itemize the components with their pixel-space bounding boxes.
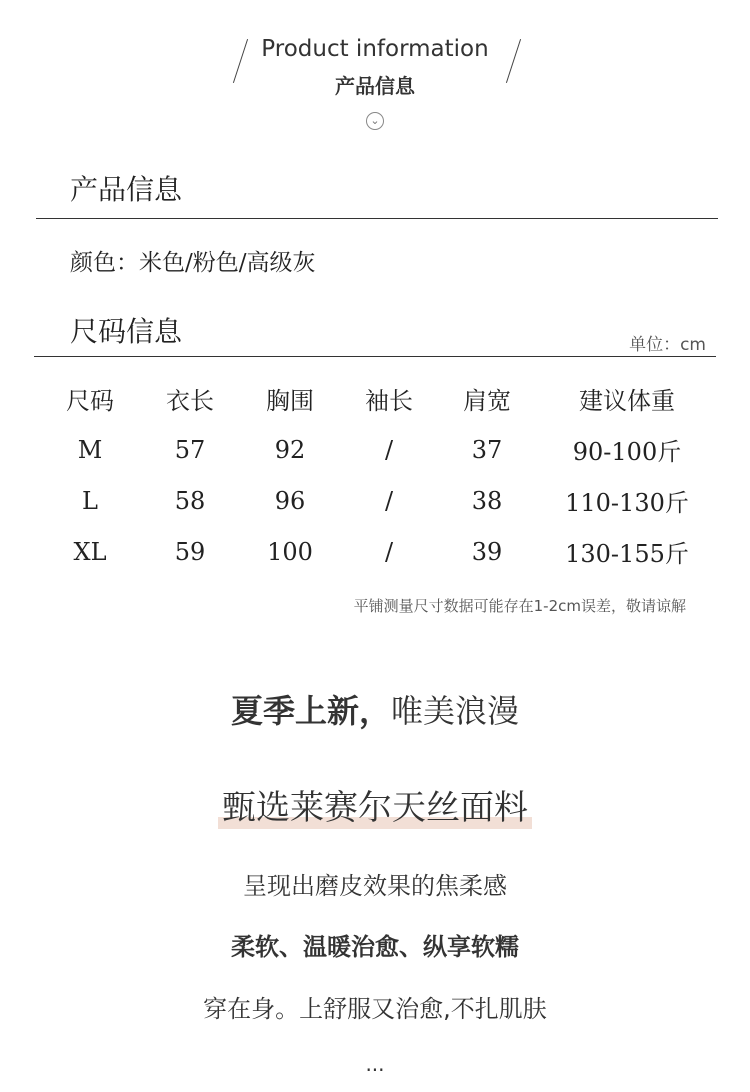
divider bbox=[34, 356, 716, 357]
unit-label: 单位：cm bbox=[629, 335, 706, 355]
table-row bbox=[40, 526, 718, 577]
table-cell: 57 bbox=[174, 435, 206, 464]
promo-line-3: 穿在身。上舒服又治愈,不扎肌肤 bbox=[203, 995, 547, 1023]
header-title-en: Product information bbox=[261, 36, 489, 62]
table-cell: 38 bbox=[471, 486, 503, 515]
column-header: 建议体重 bbox=[579, 387, 675, 415]
table-cell: L bbox=[82, 486, 98, 515]
table-cell: 90-100斤 bbox=[572, 438, 682, 466]
header-title-cn: 产品信息 bbox=[335, 74, 415, 98]
divider bbox=[36, 218, 718, 219]
table-cell: 130-155斤 bbox=[565, 540, 689, 568]
table-cell: 37 bbox=[471, 435, 503, 464]
table-cell: 110-130斤 bbox=[565, 489, 689, 517]
column-header: 衣长 bbox=[166, 387, 214, 415]
product-heading: 产品信息 bbox=[70, 173, 183, 206]
highlight-wrap bbox=[0, 780, 750, 829]
size-table bbox=[40, 373, 718, 577]
promo-line-1: 呈现出磨皮效果的焦柔感 bbox=[243, 872, 507, 900]
promo-line-2: 柔软、温暖治愈、纵享软糯 bbox=[231, 933, 519, 961]
color-line: 颜色：米色/粉色/高级灰 bbox=[70, 250, 316, 276]
table-cell: 96 bbox=[274, 486, 306, 515]
table-cell: / bbox=[384, 486, 394, 515]
measurement-note: 平铺测量尺寸数据可能存在1-2cm误差，敬请谅解 bbox=[353, 597, 686, 615]
tagline-rest: 唯美浪漫 bbox=[391, 692, 520, 730]
column-header: 肩宽 bbox=[463, 387, 511, 415]
fabric-highlight: 甄选莱赛尔天丝面料 bbox=[218, 780, 532, 829]
size-heading: 尺码信息 bbox=[70, 315, 183, 348]
table-row bbox=[40, 475, 718, 526]
promo-tagline bbox=[0, 686, 750, 732]
table-cell: XL bbox=[73, 537, 107, 566]
table-row bbox=[40, 424, 718, 475]
table-cell: / bbox=[384, 537, 394, 566]
column-header: 胸围 bbox=[266, 387, 314, 415]
table-header-row bbox=[40, 373, 718, 424]
table-cell: 100 bbox=[267, 537, 313, 566]
table-cell: 59 bbox=[174, 537, 206, 566]
chevron-down-circle-icon: ⌄ bbox=[366, 112, 384, 130]
tagline-bold: 夏季上新， bbox=[230, 692, 391, 730]
table-cell: / bbox=[384, 435, 394, 464]
table-cell: 39 bbox=[471, 537, 503, 566]
table-cell: 92 bbox=[274, 435, 306, 464]
table-cell: M bbox=[77, 435, 103, 464]
table-cell: 58 bbox=[174, 486, 206, 515]
column-header: 袖长 bbox=[365, 387, 413, 415]
column-header: 尺码 bbox=[66, 387, 114, 415]
ellipsis: ... bbox=[365, 1052, 385, 1076]
